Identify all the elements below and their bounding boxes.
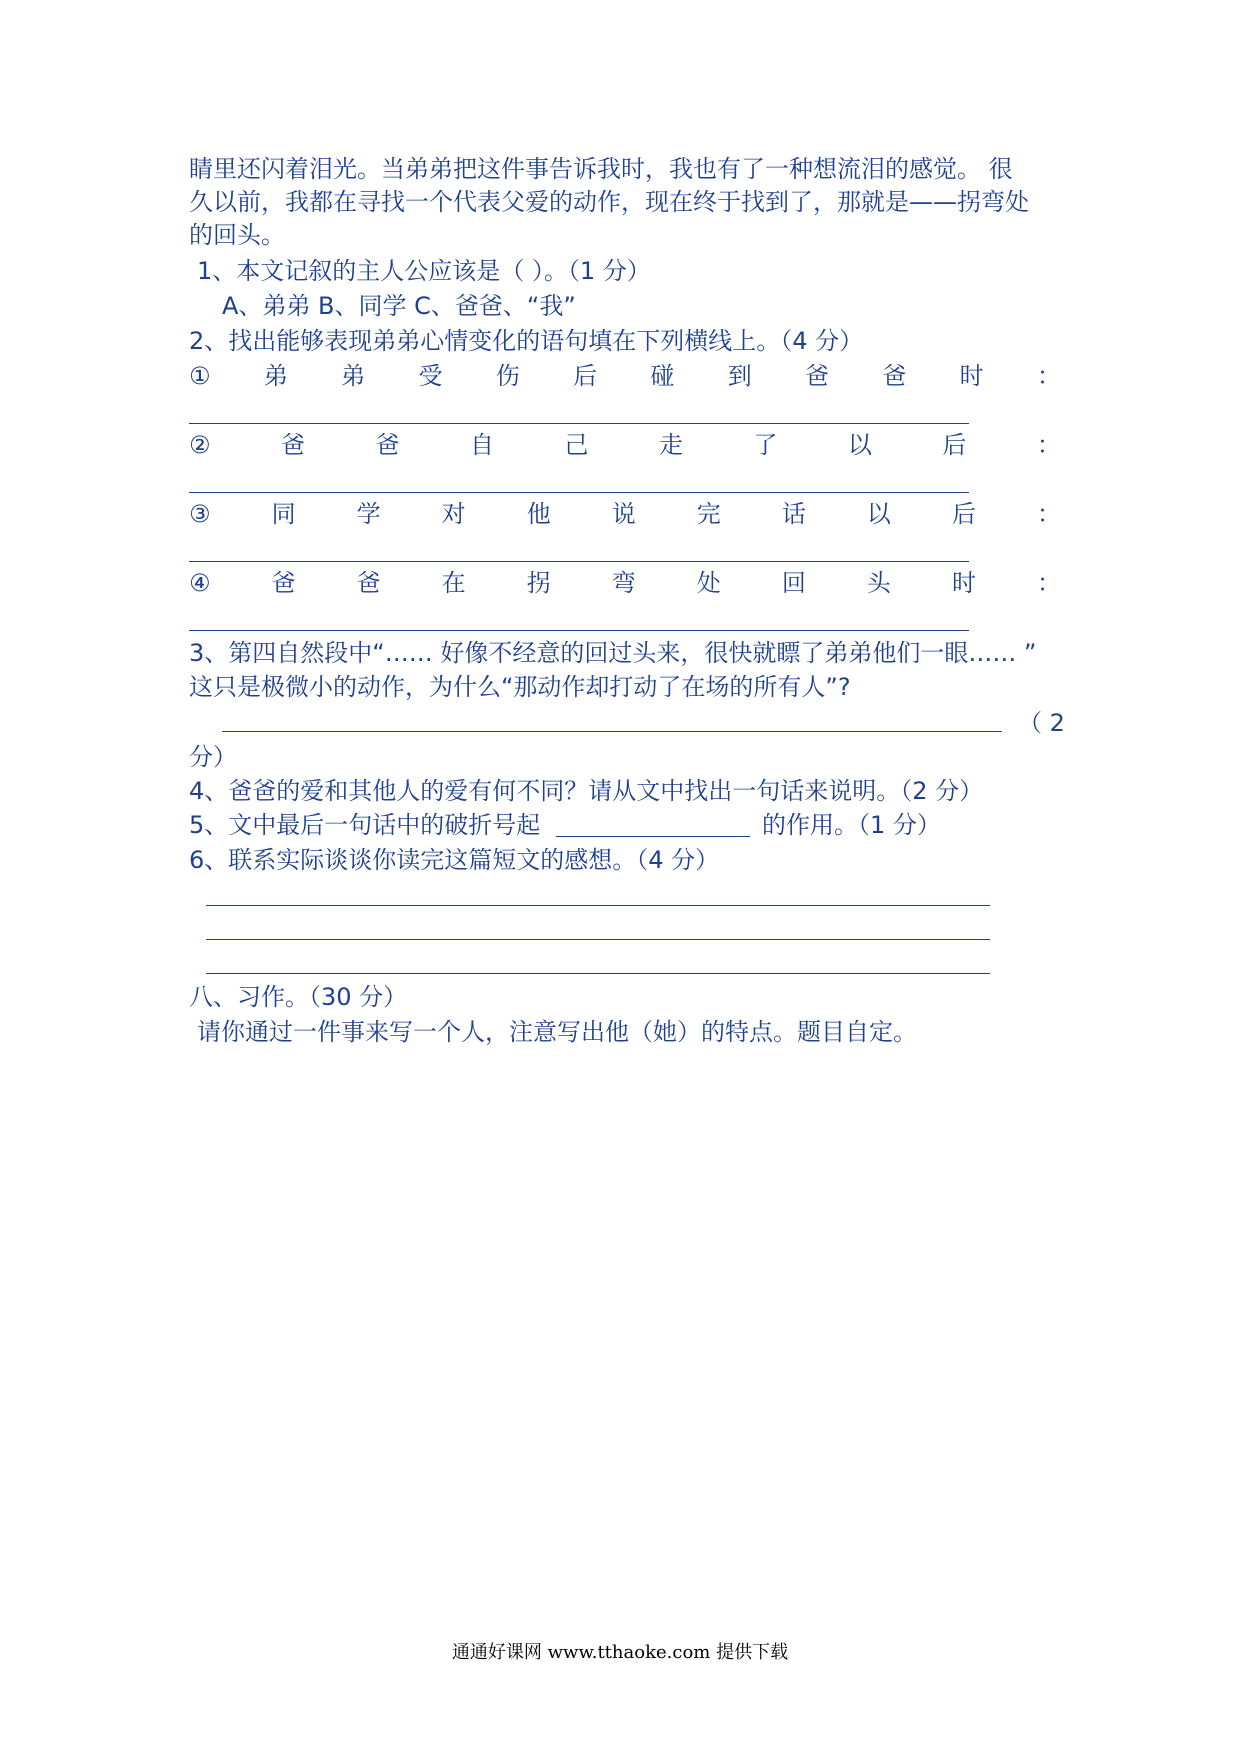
- q2-item-3-char: 说: [611, 500, 636, 528]
- q2-item-3-char: 学: [356, 500, 381, 528]
- q2-item-1-char: 后: [573, 362, 598, 390]
- question-5-after: 的作用。（1 分）: [762, 811, 941, 839]
- q2-item-4-char: 头: [866, 569, 891, 597]
- question-6: 6、联系实际谈谈你读完这篇短文的感想。（4 分）: [189, 846, 720, 874]
- q2-item-2-char: ②: [189, 431, 211, 459]
- question-4: 4、爸爸的爱和其他人的爱有何不同？请从文中找出一句话来说明。（2 分）: [189, 777, 984, 805]
- q2-item-4-char: 在: [441, 569, 466, 597]
- q2-item-1-char: 时: [959, 362, 984, 390]
- q2-item-2-char: 了: [753, 431, 778, 459]
- q2-item-3-char: 话: [781, 500, 806, 528]
- q2-item-2-char: 以: [847, 431, 872, 459]
- q2-item-1-char: 受: [418, 362, 443, 390]
- q2-item-2-char: 爸: [281, 431, 305, 459]
- q2-item-4-char: 爸: [271, 569, 296, 597]
- q2-item-4: [189, 568, 1061, 598]
- q2-item-1-char: 到: [727, 362, 752, 390]
- q2-item-1-char: 伤: [495, 362, 520, 390]
- q2-item-2-char: 己: [564, 431, 589, 459]
- q2-item-2-char: 后: [942, 431, 967, 459]
- section-8-title: 八、习作。（30 分）: [189, 983, 408, 1011]
- q2-answer-line-1[interactable]: [189, 423, 969, 424]
- q2-item-3-char: 以: [866, 500, 891, 528]
- q2-item-2-char: 走: [658, 431, 683, 459]
- q2-item-2: [189, 430, 1061, 460]
- q6-answer-line-2[interactable]: [206, 939, 990, 940]
- q2-item-3-char: 同: [271, 500, 296, 528]
- question-3-score: （ 2: [1018, 709, 1065, 737]
- q2-item-1: [189, 361, 1061, 391]
- q2-answer-line-4[interactable]: [189, 630, 969, 631]
- q2-item-4-char: ④: [189, 569, 211, 597]
- question-3-line-2: 这只是极微小的动作，为什么“那动作却打动了在场的所有人”?: [189, 673, 851, 701]
- passage-line-1: 睛里还闪着泪光。当弟弟把这件事告诉我时，我也有了一种想流泪的感觉。 很: [189, 155, 1013, 183]
- q2-item-1-char: 爸: [882, 362, 907, 390]
- q2-item-3-char: ③: [189, 500, 211, 528]
- q3-answer-line[interactable]: [222, 731, 1002, 732]
- q2-item-4-char: 时: [951, 569, 976, 597]
- q2-item-3-char: 后: [951, 500, 976, 528]
- q2-item-4-char: 拐: [526, 569, 551, 597]
- q2-item-4-char: ：: [1036, 569, 1061, 597]
- q2-item-1-char: ：: [1036, 362, 1061, 390]
- q2-item-1-char: 碰: [650, 362, 675, 390]
- q2-answer-line-3[interactable]: [189, 561, 969, 562]
- q2-item-1-char: ①: [189, 362, 211, 390]
- passage-line-3: 的回头。: [189, 221, 285, 249]
- question-3-line-1: 3、第四自然段中“…… 好像不经意的回过头来，很快就瞟了弟弟他们一眼…… ”: [189, 639, 1037, 667]
- q2-item-3-char: 他: [526, 500, 551, 528]
- q2-item-3-char: 对: [441, 500, 466, 528]
- question-2: 2、找出能够表现弟弟心情变化的语句填在下列横线上。（4 分）: [189, 327, 864, 355]
- q6-answer-line-3[interactable]: [206, 973, 990, 974]
- q2-item-4-char: 处: [696, 569, 721, 597]
- question-1: 1、本文记叙的主人公应该是（ ）。（1 分）: [197, 257, 651, 285]
- q6-answer-line-1[interactable]: [206, 905, 990, 906]
- q2-item-2-char: ：: [1036, 431, 1061, 459]
- q2-item-1-char: 弟: [341, 362, 366, 390]
- q2-item-4-char: 回: [781, 569, 806, 597]
- q2-item-1-char: 爸: [805, 362, 830, 390]
- question-1-options: A、弟弟 B、同学 C、爸爸、“我”: [222, 292, 576, 320]
- q2-item-2-char: 自: [469, 431, 494, 459]
- q5-answer-blank[interactable]: [556, 836, 750, 837]
- question-5-before: 5、文中最后一句话中的破折号起: [189, 811, 541, 839]
- page-footer: 通通好课网 www.tthaoke.com 提供下载: [451, 1642, 789, 1663]
- q2-item-4-char: 爸: [356, 569, 381, 597]
- q2-item-4-char: 弯: [611, 569, 636, 597]
- section-8-prompt: 请你通过一件事来写一个人，注意写出他（她）的特点。题目自定。: [197, 1018, 917, 1046]
- q2-item-3: [189, 499, 1061, 529]
- question-3-score-cont: 分）: [189, 743, 237, 771]
- q2-answer-line-2[interactable]: [189, 492, 969, 493]
- q2-item-2-char: 爸: [375, 431, 400, 459]
- q2-item-3-char: ：: [1036, 500, 1061, 528]
- passage-line-2: 久以前，我都在寻找一个代表父爱的动作，现在终于找到了，那就是——拐弯处: [189, 188, 1029, 216]
- q2-item-1-char: 弟: [263, 362, 288, 390]
- q2-item-3-char: 完: [696, 500, 721, 528]
